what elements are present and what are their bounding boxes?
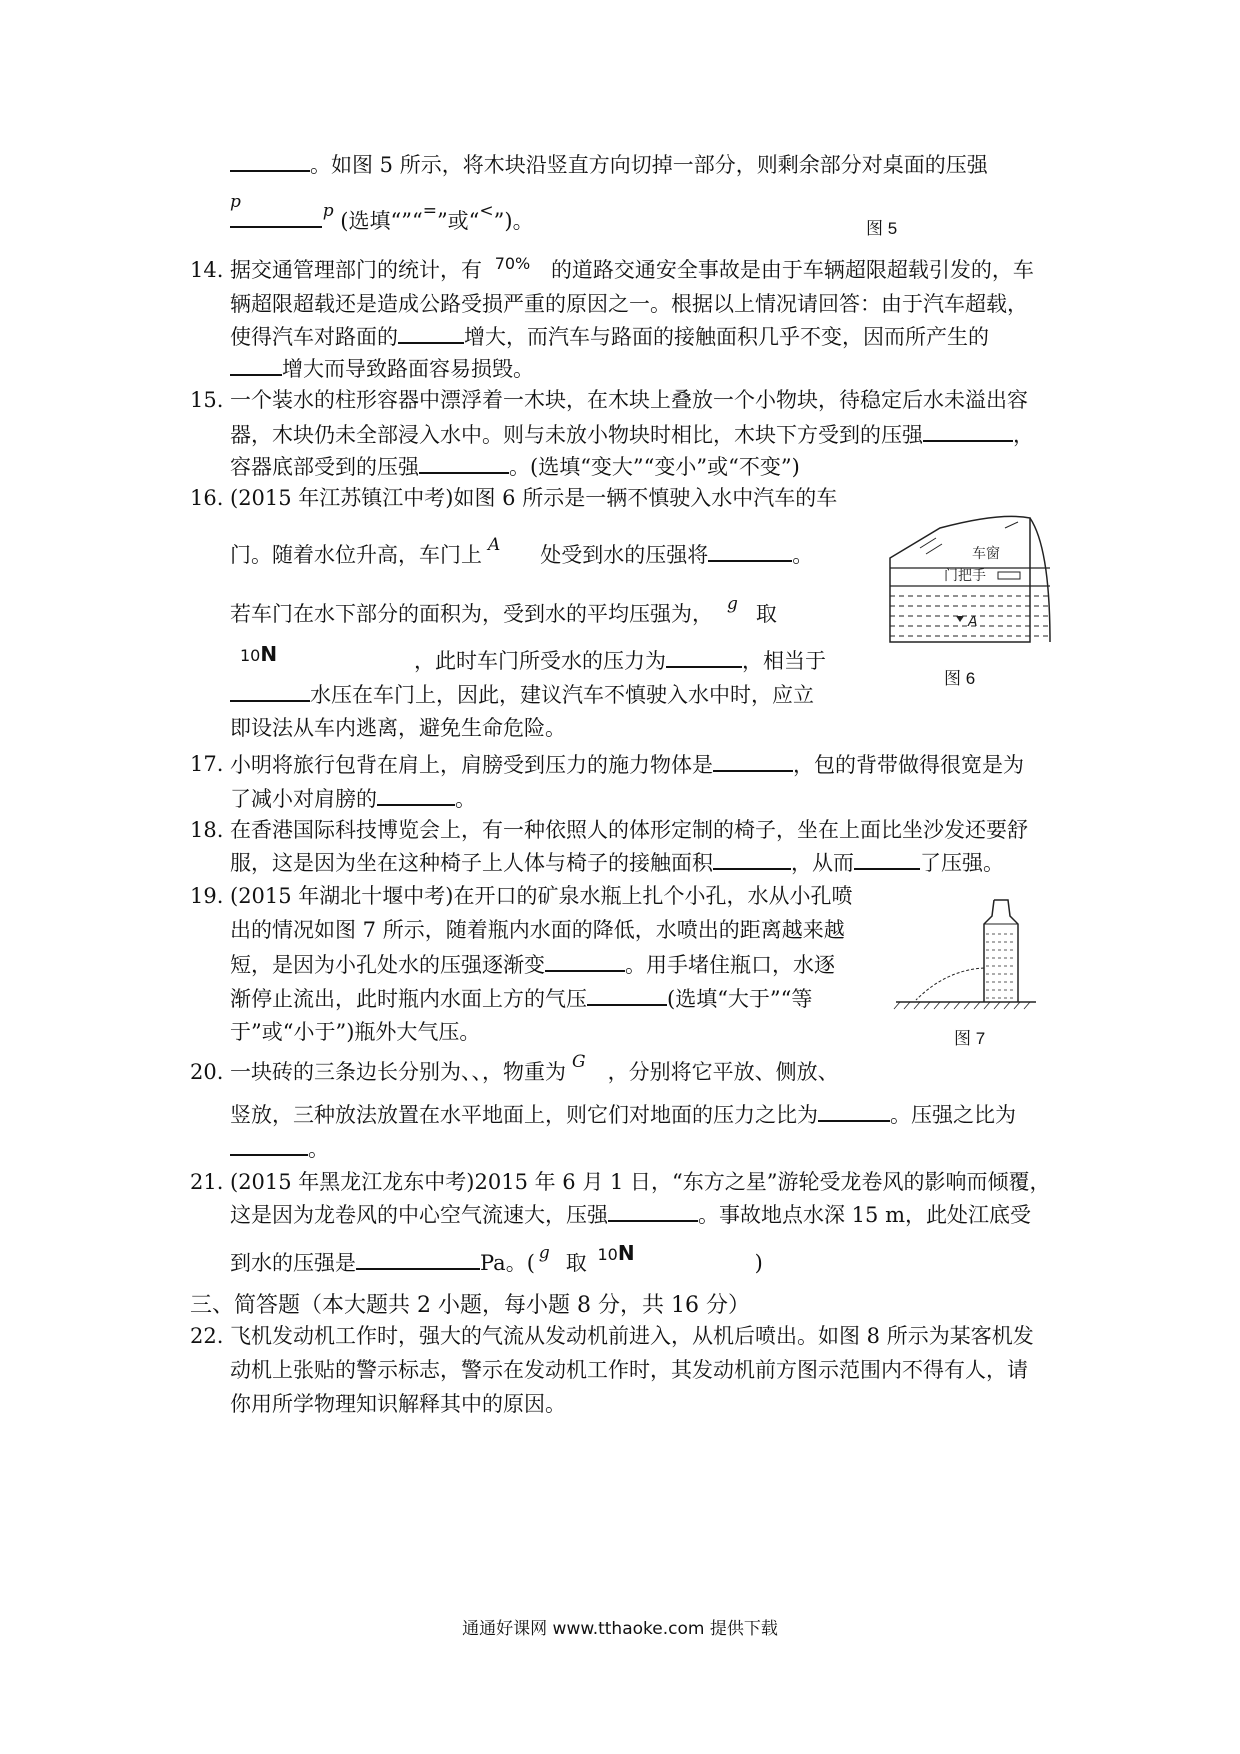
q15-line1: 一个装水的柱形容器中漂浮着一木块，在木块上叠放一个小物块，待稳定后水未溢出容 bbox=[230, 388, 1028, 412]
figure-7-water-bottle bbox=[886, 896, 1046, 1020]
q19-line2: 出的情况如图 7 所示，随着瓶内水面的降低，水喷出的距离越来越 bbox=[230, 918, 845, 942]
q15-line2: 器，木块仍未全部浸入水中。则与未放小物块时相比，木块下方受到的压强 ， bbox=[230, 420, 1034, 449]
q19-line5: 于”或“小于”)瓶外大气压。 bbox=[230, 1020, 481, 1044]
question-number: 19. bbox=[190, 884, 224, 908]
question-number: 16. bbox=[190, 486, 224, 510]
answer-blank[interactable] bbox=[587, 984, 667, 1006]
answer-blank[interactable] bbox=[398, 322, 464, 344]
q21-line3: 到水的压强是 Pa。( $^g$ 取 $^{10N}$ ) bbox=[230, 1241, 763, 1275]
question-number: 20. bbox=[190, 1060, 224, 1084]
window-label: 车窗 bbox=[972, 546, 1000, 562]
answer-blank[interactable] bbox=[356, 1248, 480, 1270]
answer-blank[interactable] bbox=[666, 646, 742, 668]
question-number: 15. bbox=[190, 388, 224, 412]
question-number: 18. bbox=[190, 818, 224, 842]
q20-line2: 竖放，三种放法放置在水平地面上，则它们对地面的压力之比为 。压强之比为 bbox=[230, 1100, 1016, 1129]
q22-line1: 飞机发动机工作时，强大的气流从发动机前进入，从机后喷出。如图 8 所示为某客机发 bbox=[230, 1324, 1034, 1348]
q20-line3: 。 bbox=[230, 1134, 329, 1163]
figure-7-caption: 图 7 bbox=[954, 1029, 986, 1048]
answer-blank[interactable] bbox=[608, 1200, 698, 1222]
q22-line2: 动机上张贴的警示标志，警示在发动机工作时，其发动机前方图示范围内不得有人，请 bbox=[230, 1358, 1028, 1382]
question-number: 17. bbox=[190, 752, 224, 776]
symbol-G: G bbox=[572, 1052, 586, 1072]
q14-line2: 辆超限超载还是造成公路受损严重的原因之一。根据以上情况请回答：由于汽车超载， bbox=[230, 292, 1028, 316]
q19-line3: 短，是因为小孔处水的压强逐渐变 。用手堵住瓶口，水逐 bbox=[230, 950, 835, 979]
page-footer: 通通好课网 www.tthaoke.com 提供下载 bbox=[462, 1619, 778, 1639]
q16-line5: 水压在车门上，因此，建议汽车不慎驶入水中时，应立 bbox=[230, 680, 814, 709]
q18-line2: 服，这是因为坐在这种椅子上人体与椅子的接触面积 ，从而 了压强。 bbox=[230, 848, 1004, 877]
q14-line1: 据交通管理部门的统计，有 $^{70\%}$ 的道路交通安全事故是由于车辆超限超载引发的，车 bbox=[230, 254, 1034, 282]
answer-blank[interactable] bbox=[713, 848, 791, 870]
percent-value: 70% bbox=[494, 254, 531, 273]
answer-blank[interactable] bbox=[230, 680, 310, 702]
answer-blank[interactable] bbox=[230, 206, 322, 228]
question-number: 21. bbox=[190, 1170, 224, 1194]
q17-line2: 了减小对肩膀的 。 bbox=[230, 784, 476, 813]
figure-6-car-door bbox=[880, 508, 1080, 653]
q20-line1: 一块砖的三条边长分别为、、，物重为 $^G$ ，分别将它平放、侧放、 bbox=[230, 1052, 839, 1084]
q21-line2: 这是因为龙卷风的中心空气流速大，压强 。事故地点水深 15 m，此处江底受 bbox=[230, 1200, 1031, 1229]
q13-line2: p $^p$ (选填“”“=”或“<”)。 bbox=[230, 206, 534, 237]
question-number: 14. bbox=[190, 258, 224, 282]
figure-6-caption: 图 6 bbox=[944, 669, 976, 688]
q16-line3: 若车门在水下部分的面积为，受到水的平均压强为， $^g$ 取 bbox=[230, 594, 777, 626]
answer-blank[interactable] bbox=[854, 848, 920, 870]
q16-line1: (2015 年江苏镇江中考)如图 6 所示是一辆不慎驶入水中汽车的车 bbox=[230, 486, 838, 510]
symbol-p: p bbox=[322, 201, 334, 221]
point-a-label: A bbox=[968, 614, 978, 630]
symbol-g: g bbox=[538, 1243, 550, 1263]
q14-line4: 增大而导致路面容易损毁。 bbox=[230, 354, 534, 383]
unit-10N: 10N bbox=[597, 1241, 635, 1265]
q21-line1: (2015 年黑龙江龙东中考)2015 年 6 月 1 日，“东方之星”游轮受龙卷风的影响而倾覆， bbox=[230, 1170, 1051, 1194]
q19-line4: 渐停止流出，此时瓶内水面上方的气压 (选填“大于”“等 bbox=[230, 984, 812, 1013]
answer-blank[interactable] bbox=[713, 750, 793, 772]
question-number: 22. bbox=[190, 1324, 224, 1348]
q16-line4: ，此时车门所受水的压力为 ，相当于 bbox=[414, 646, 826, 675]
answer-blank[interactable] bbox=[923, 420, 1013, 442]
answer-blank[interactable] bbox=[708, 540, 792, 562]
answer-blank[interactable] bbox=[818, 1100, 890, 1122]
q14-line3: 使得汽车对路面的 增大，而汽车与路面的接触面积几乎不变，因而所产生的 bbox=[230, 322, 989, 351]
q18-line1: 在香港国际科技博览会上，有一种依照人的体形定制的椅子，坐在上面比坐沙发还要舒 bbox=[230, 818, 1028, 842]
q16-line2: 门。随着水位升高，车门上 $^A$ 处受到水的压强将 。 bbox=[230, 535, 814, 567]
symbol-p: p bbox=[230, 192, 241, 212]
handle-label: 门把手 bbox=[944, 568, 986, 584]
figure-5-caption: 图 5 bbox=[866, 219, 898, 238]
q13-line1: 。如图 5 所示，将木块沿竖直方向切掉一部分，则剩余部分对桌面的压强 bbox=[230, 150, 988, 179]
answer-blank[interactable] bbox=[230, 150, 310, 172]
q16-unit: 10N bbox=[240, 642, 278, 666]
q16-line6: 即设法从车内逃离，避免生命危险。 bbox=[230, 716, 566, 740]
symbol-A: A bbox=[488, 535, 501, 555]
q15-line3: 容器底部受到的压强 。(选填“变大”“变小”或“不变”) bbox=[230, 452, 800, 481]
answer-blank[interactable] bbox=[230, 1134, 308, 1156]
q22-line3: 你用所学物理知识解释其中的原因。 bbox=[230, 1392, 566, 1416]
answer-blank[interactable] bbox=[377, 784, 455, 806]
symbol-g: g bbox=[727, 594, 738, 614]
answer-blank[interactable] bbox=[419, 452, 509, 474]
q19-line1: (2015 年湖北十堰中考)在开口的矿泉水瓶上扎个小孔，水从小孔喷 bbox=[230, 884, 853, 908]
q17-line1: 小明将旅行包背在肩上，肩膀受到压力的施力物体是 ，包的背带做得很宽是为 bbox=[230, 750, 1024, 779]
answer-blank[interactable] bbox=[230, 354, 282, 376]
section-title: 三、简答题（本大题共 2 小题，每小题 8 分，共 16 分） bbox=[190, 1293, 750, 1318]
answer-blank[interactable] bbox=[545, 950, 625, 972]
